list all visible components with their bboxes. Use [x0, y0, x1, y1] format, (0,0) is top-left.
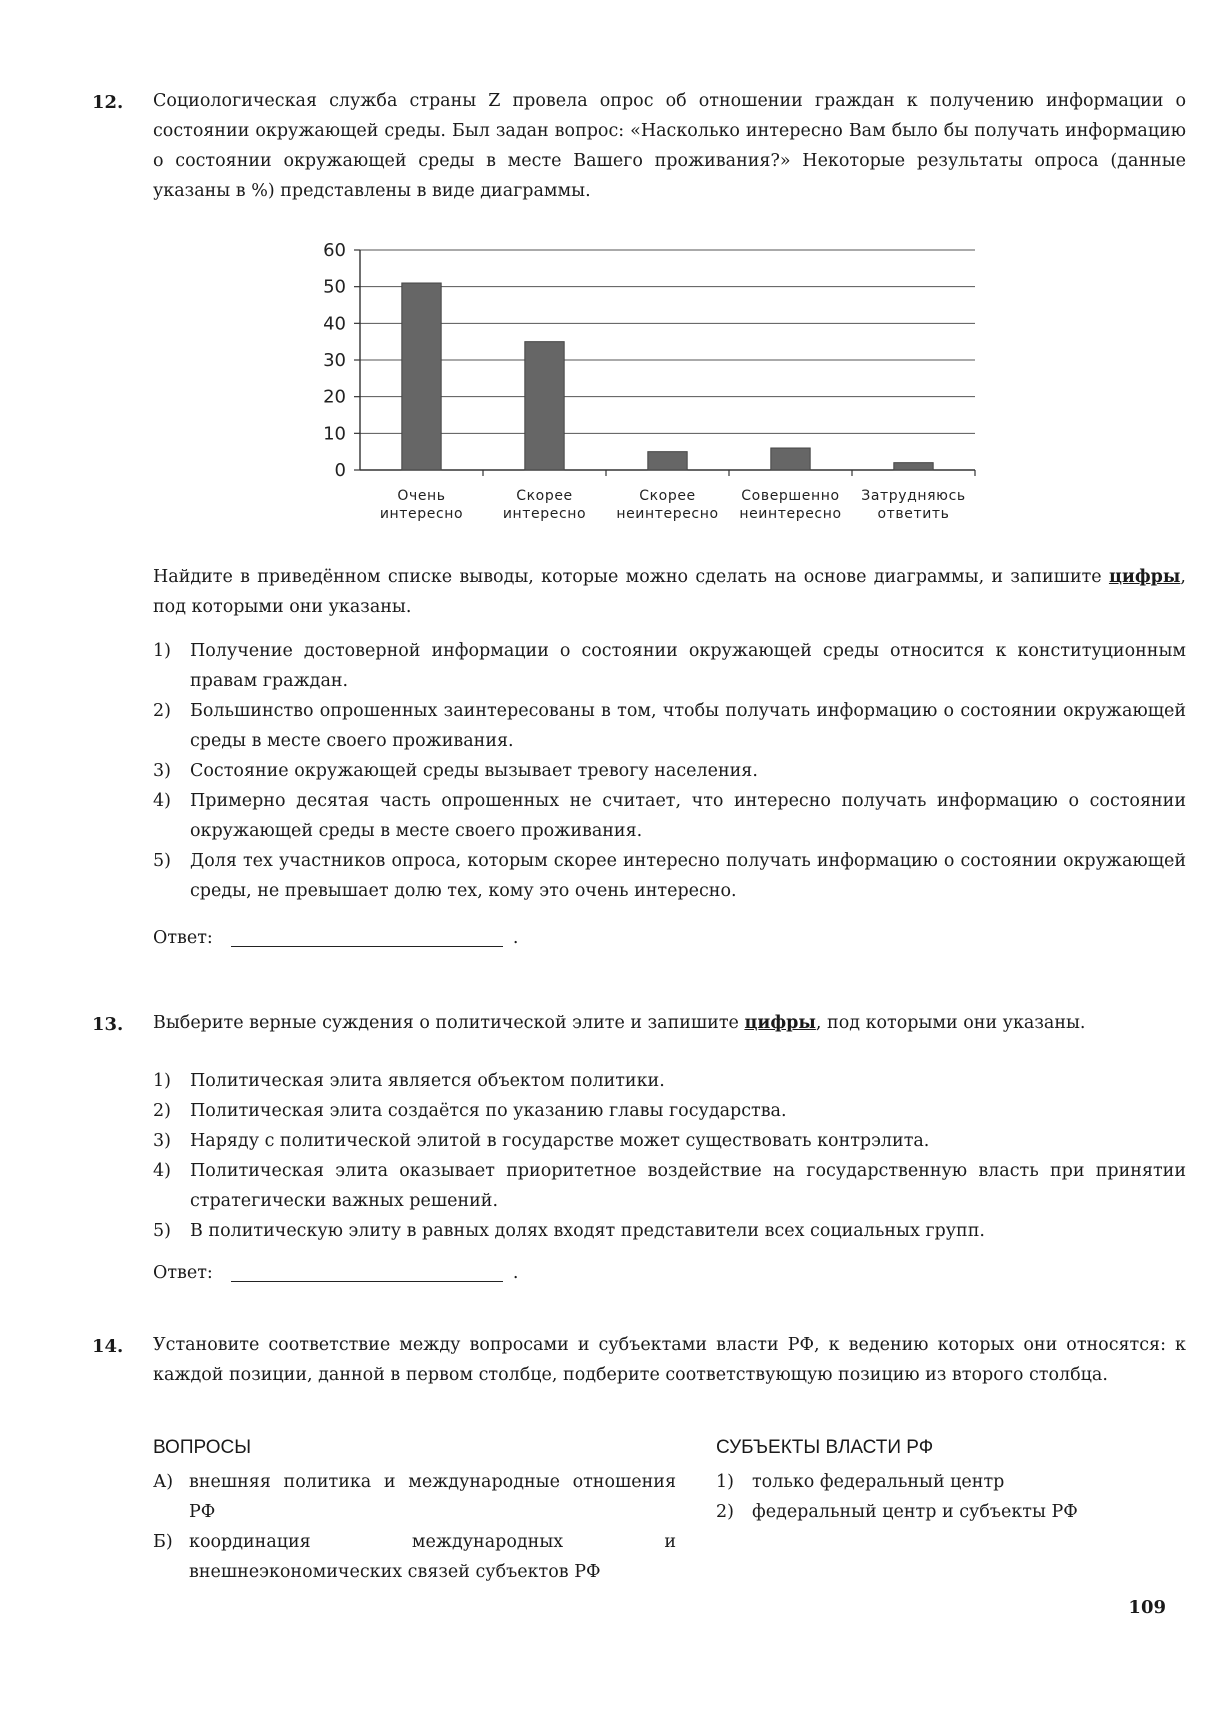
- option-text: Большинство опрошенных заинтересованы в том, чтобы получать информацию о состоянии окружающей среды в месте своего проживания.: [190, 701, 1186, 751]
- y-tick-label: 40: [323, 313, 346, 335]
- option-text: Получение достоверной информации о состоянии окружающей среды относится к конституционным правам граждан.: [190, 641, 1186, 691]
- question-item: [153, 1527, 676, 1587]
- option-text: Политическая элита создаётся по указанию главы государства.: [190, 1101, 787, 1121]
- task-12-options: [153, 636, 1186, 906]
- item-text: координация международных и внешнеэкономических связей субъектов РФ: [189, 1532, 676, 1582]
- task-12-answer: Ответ: .: [153, 928, 519, 948]
- item-marker: А): [153, 1472, 174, 1492]
- x-tick-label: Скорее: [639, 488, 696, 504]
- instruction-after: , под которыми они указаны.: [153, 567, 1186, 617]
- bar-chart: [300, 232, 1000, 532]
- task-intro: [153, 1008, 1186, 1038]
- page-number: 109: [1128, 1597, 1166, 1618]
- task-13-option: [153, 1096, 1186, 1126]
- option-number: 1): [153, 1071, 171, 1091]
- task-12-option: [153, 696, 1186, 756]
- answer-field[interactable]: [231, 928, 503, 947]
- x-tick-label: ответить: [877, 506, 950, 522]
- questions-column: [153, 1433, 676, 1587]
- task-13-option: [153, 1126, 1186, 1156]
- option-text: Политическая элита оказывает приоритетное воздействие на государственную власть при принятии стратегически важных решений.: [190, 1161, 1186, 1211]
- questions-header: ВОПРОСЫ: [153, 1437, 252, 1458]
- task-13-options: [153, 1066, 1186, 1246]
- y-tick-label: 50: [323, 276, 346, 298]
- bar: [894, 463, 933, 470]
- intro-before: Выберите верные суждения о политической элите и запишите: [153, 1013, 745, 1033]
- x-tick-label: Очень: [397, 488, 446, 504]
- x-tick-label: интересно: [502, 506, 587, 522]
- task-13-option: [153, 1216, 1186, 1246]
- task-intro: Установите соответствие между вопросами и субъектами власти РФ, к ведению которых они относятся: к каждой позиции, данной в первом столбце, подберите соответствующую позицию из второго столбца.: [153, 1335, 1186, 1385]
- x-tick-label: Скорее: [516, 488, 573, 504]
- y-tick-label: 30: [323, 350, 346, 371]
- option-number: 3): [153, 1131, 171, 1151]
- task-number: 12.: [92, 92, 124, 113]
- subjects-header: СУБЪЕКТЫ ВЛАСТИ РФ: [716, 1437, 934, 1458]
- option-text: Политическая элита является объектом политики.: [190, 1071, 665, 1091]
- task-12-option: [153, 756, 1186, 786]
- x-tick-label: Совершенно: [741, 488, 840, 504]
- instruction-keyword: цифры: [1108, 567, 1181, 587]
- subject-item: [716, 1467, 1186, 1497]
- option-number: 2): [153, 1101, 171, 1121]
- item-text: только федеральный центр: [752, 1472, 1005, 1492]
- answer-label: Ответ:: [153, 1263, 213, 1283]
- task-intro: Социологическая служба страны Z провела опрос об отношении граждан к получению информации о состоянии окружающей среды. Был задан вопрос: «Насколько интересно Вам было бы получать информацию о состоянии окружающей среды в месте Вашего проживания?» Некоторые результаты опроса (данные указаны в %) представлены в виде диаграммы.: [153, 91, 1186, 201]
- item-marker: Б): [153, 1532, 173, 1552]
- item-text: федеральный центр и субъекты РФ: [752, 1502, 1078, 1522]
- option-number: 4): [153, 791, 171, 811]
- task-12-instruction: [153, 562, 1186, 622]
- task-12-option: [153, 636, 1186, 696]
- subjects-column: [716, 1433, 1186, 1527]
- x-tick-label: неинтересно: [616, 506, 719, 522]
- task-12-option: [153, 846, 1186, 906]
- item-marker: 1): [716, 1472, 734, 1492]
- option-number: 3): [153, 761, 171, 781]
- x-tick-label: неинтересно: [739, 506, 842, 522]
- subject-item: [716, 1497, 1186, 1527]
- option-text: Состояние окружающей среды вызывает тревогу населения.: [190, 761, 758, 781]
- option-text: Наряду с политической элитой в государстве может существовать контрэлита.: [190, 1131, 930, 1151]
- option-number: 4): [153, 1161, 171, 1181]
- option-number: 5): [153, 851, 171, 871]
- intro-after: , под которыми они указаны.: [815, 1013, 1086, 1033]
- answer-field[interactable]: [231, 1263, 503, 1282]
- y-tick-label: 10: [323, 423, 346, 445]
- item-text: внешняя политика и международные отношения РФ: [189, 1472, 676, 1522]
- intro-keyword: цифры: [744, 1013, 816, 1033]
- bar: [648, 452, 687, 470]
- answer-label: Ответ:: [153, 928, 213, 948]
- task-13-option: [153, 1066, 1186, 1096]
- task-13-answer: Ответ: .: [153, 1263, 519, 1283]
- bar: [525, 342, 564, 470]
- bar: [771, 448, 810, 470]
- option-number: 1): [153, 641, 171, 661]
- y-tick-label: 60: [323, 240, 346, 261]
- task-number: 13.: [92, 1014, 124, 1035]
- task-13-option: [153, 1156, 1186, 1216]
- y-tick-label: 20: [323, 386, 346, 408]
- option-text: Примерно десятая часть опрошенных не считает, что интересно получать информацию о состоянии окружающей среды в месте своего проживания.: [190, 791, 1186, 841]
- task-12-option: [153, 786, 1186, 846]
- x-tick-label: интересно: [379, 506, 464, 522]
- bar: [402, 283, 441, 470]
- task-number: 14.: [92, 1336, 124, 1357]
- y-tick-label: 0: [334, 460, 346, 481]
- option-text: Доля тех участников опроса, которым скорее интересно получать информацию о состоянии окружающей среды, не превышает долю тех, кому это очень интересно.: [190, 851, 1186, 901]
- instruction-before: Найдите в приведённом списке выводы, которые можно сделать на основе диаграммы, и запишите: [153, 567, 1109, 587]
- item-marker: 2): [716, 1502, 734, 1522]
- option-number: 2): [153, 701, 171, 721]
- question-item: [153, 1467, 676, 1527]
- option-number: 5): [153, 1221, 171, 1241]
- x-tick-label: Затрудняюсь: [861, 488, 966, 504]
- option-text: В политическую элиту в равных долях входят представители всех социальных групп.: [190, 1221, 985, 1241]
